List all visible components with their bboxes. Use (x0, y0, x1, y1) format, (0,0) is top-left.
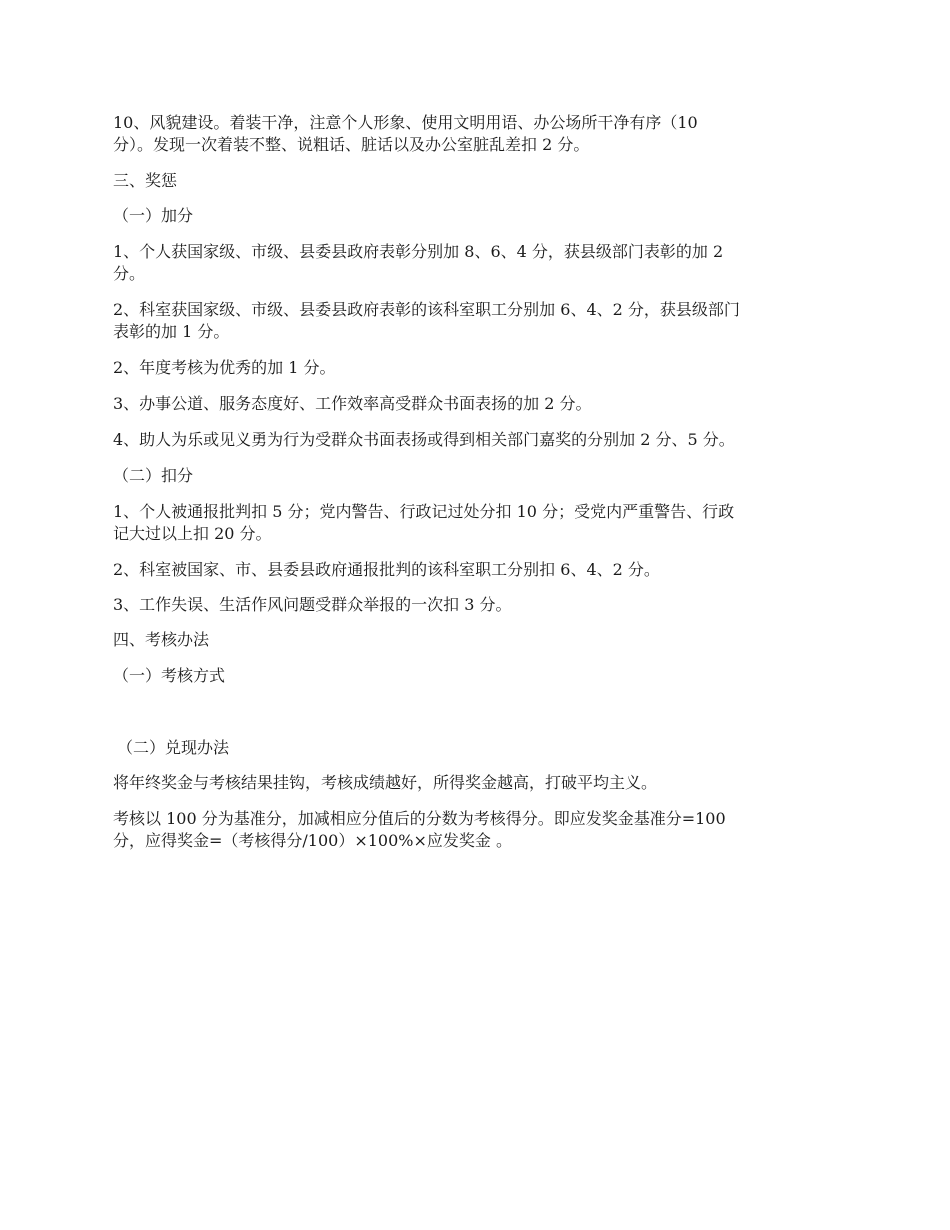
paragraph-fulfillment-1 (113, 772, 838, 794)
paragraph-fulfillment-2 (113, 808, 838, 852)
text-line: 三、奖惩 (113, 171, 178, 190)
text-line: （一）加分 (113, 206, 194, 225)
paragraph-deduction-3 (113, 594, 838, 616)
text-line: 分，应得奖金=（考核得分/100）×100%×应发奖金 。 (113, 831, 512, 850)
text-line: 分。 (113, 264, 146, 283)
text-line: 分）。发现一次着装不整、说粗话、脏话以及办公室脏乱差扣 2 分。 (113, 135, 590, 154)
paragraph-bonus-1 (113, 241, 838, 285)
text-line: 表彰的加 1 分。 (113, 322, 230, 341)
text-line: 记大过以上扣 20 分。 (113, 524, 272, 543)
subsection-heading-deduction (113, 465, 838, 487)
paragraph-bonus-3 (113, 393, 838, 415)
text-line: 2、科室获国家级、市级、县委县政府表彰的该科室职工分别加 6、4、2 分，获县级部门 (113, 300, 740, 319)
paragraph-deduction-2 (113, 559, 838, 581)
text-line: 4、助人为乐或见义勇为行为受群众书面表扬或得到相关部门嘉奖的分别加 2 分、5 分。 (113, 430, 735, 449)
text-line: 四、考核办法 (113, 630, 210, 649)
subsection-heading-bonus (113, 205, 838, 227)
paragraph-bonus-2b (113, 357, 838, 379)
text-line: 1、个人获国家级、市级、县委县政府表彰分别加 8、6、4 分，获县级部门表彰的加 2 (113, 242, 724, 261)
paragraph-style-building (113, 112, 838, 156)
text-line: 考核以 100 分为基准分，加减相应分值后的分数为考核得分。即应发奖金基准分=100 (113, 809, 726, 828)
section-heading-rewards-penalties (113, 170, 838, 192)
text-line: 将年终奖金与考核结果挂钩，考核成绩越好，所得奖金越高，打破平均主义。 (113, 773, 658, 792)
text-line: 2、科室被国家、市、县委县政府通报批判的该科室职工分别扣 6、4、2 分。 (113, 560, 660, 579)
paragraph-deduction-1 (113, 501, 838, 545)
subsection-heading-assessment-mode (113, 665, 838, 687)
section-heading-assessment-method (113, 629, 838, 651)
text-line: （二）兑现办法 (117, 738, 230, 757)
text-line: 3、办事公道、服务态度好、工作效率高受群众书面表扬的加 2 分。 (113, 394, 592, 413)
subsection-heading-fulfillment (117, 737, 842, 759)
text-line: 1、个人被通报批判扣 5 分；党内警告、行政记过处分扣 10 分；受党内严重警告、行政 (113, 502, 735, 521)
text-line: （一）考核方式 (113, 666, 226, 685)
text-line: 10、风貌建设。着装干净，注意个人形象、使用文明用语、办公场所干净有序（10 (113, 113, 698, 132)
paragraph-bonus-4 (113, 429, 838, 451)
paragraph-bonus-2 (113, 299, 838, 343)
text-line: （二）扣分 (113, 466, 194, 485)
text-line: 3、工作失误、生活作风问题受群众举报的一次扣 3 分。 (113, 595, 512, 614)
text-line: 2、年度考核为优秀的加 1 分。 (113, 358, 336, 377)
